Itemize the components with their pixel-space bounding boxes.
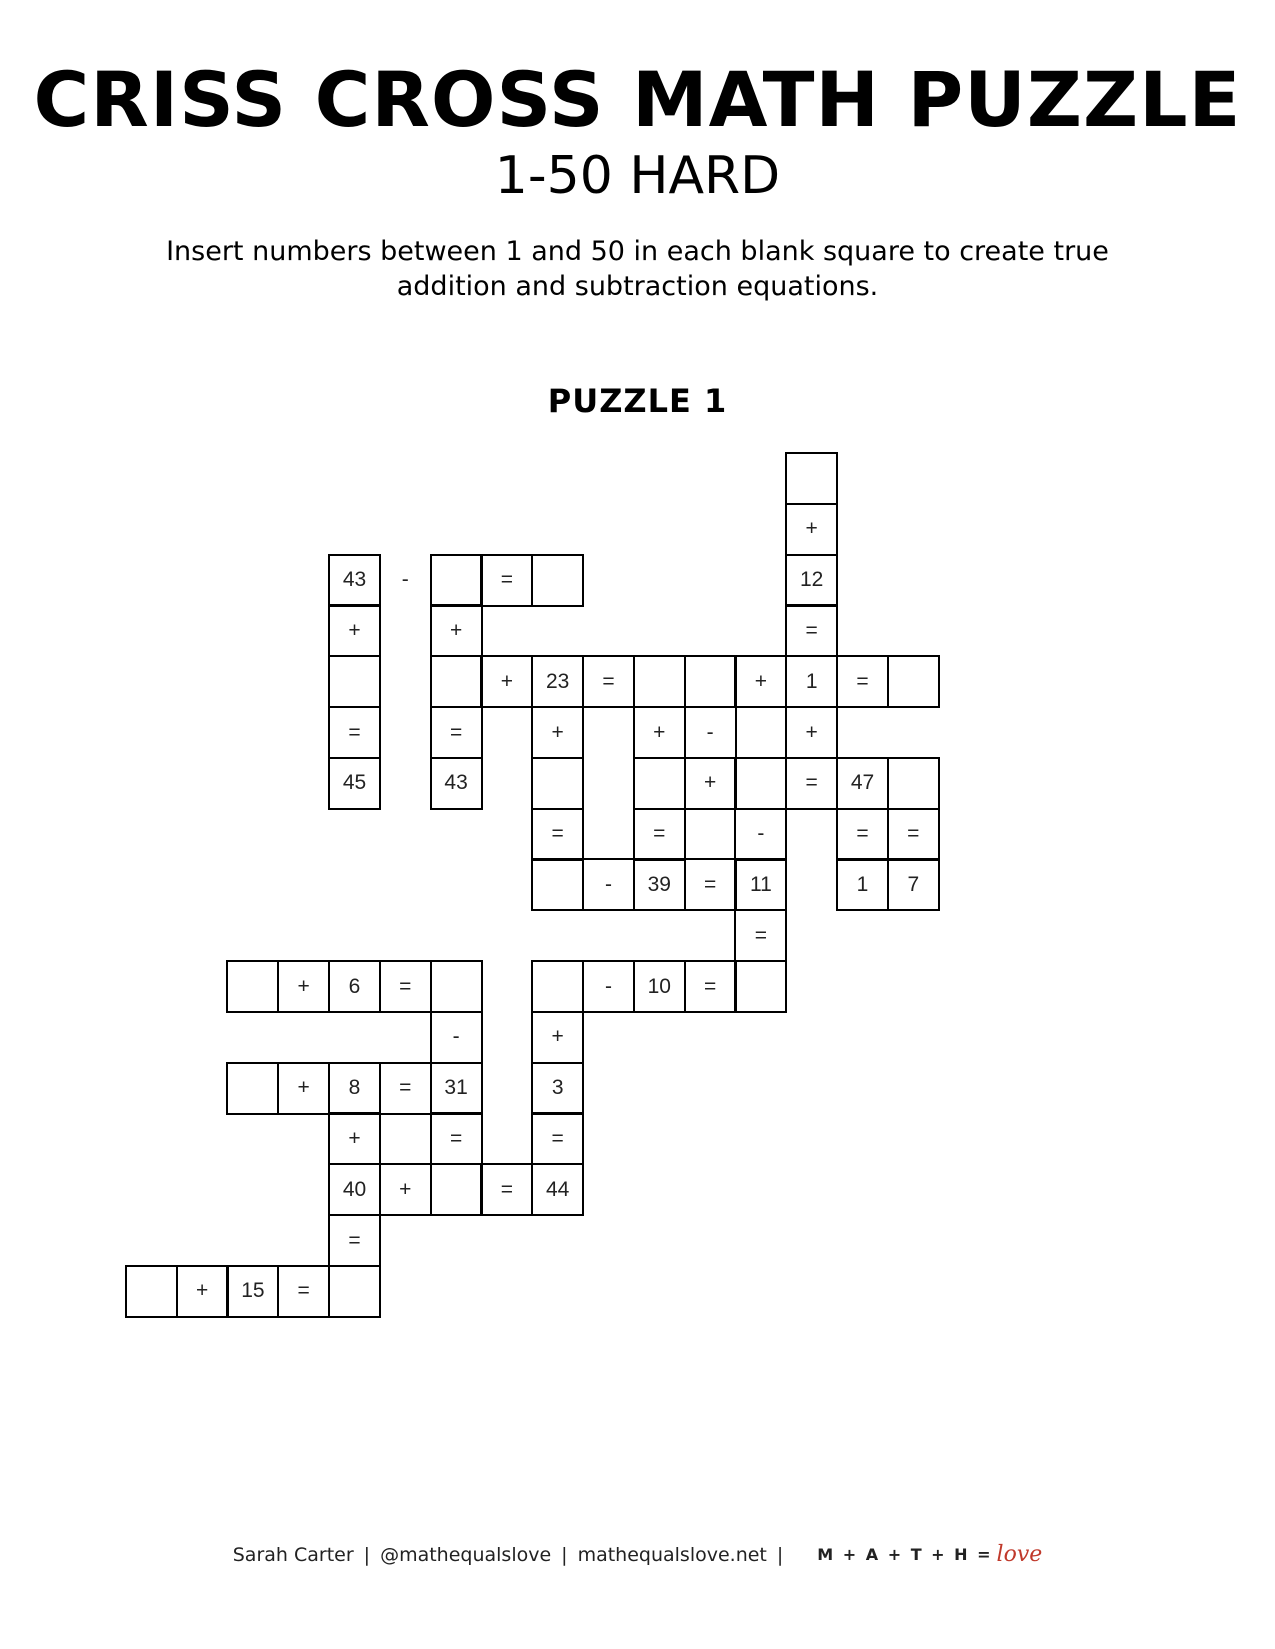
operator-cell: = [379, 1062, 432, 1115]
operator-cell: + [531, 1011, 584, 1064]
operator-cell: - [582, 858, 635, 911]
operator-cell: = [684, 858, 737, 911]
instructions: Insert numbers between 1 and 50 in each blank square to create true addition and subtraction equations. [166, 236, 1109, 302]
page-subtitle: 1-50 HARD [494, 146, 781, 206]
operator-cell: + [430, 604, 483, 657]
number-cell: 8 [328, 1062, 381, 1115]
operator-cell: + [785, 503, 838, 556]
operator-cell: + [328, 604, 381, 657]
operator-cell: = [531, 808, 584, 861]
operator-cell: + [277, 960, 330, 1013]
operator-cell: - [582, 960, 635, 1013]
logo-love: love [996, 1542, 1043, 1567]
blank-cell[interactable] [328, 655, 381, 708]
blank-cell[interactable] [684, 655, 737, 708]
blank-cell[interactable] [734, 960, 787, 1013]
blank-cell[interactable] [430, 1163, 483, 1216]
footer-handle: @mathequalslove [380, 1543, 552, 1566]
operator-cell: + [531, 706, 584, 759]
operator-cell: - [430, 1011, 483, 1064]
operator-cell: = [430, 706, 483, 759]
operator-cell: - [401, 568, 409, 592]
operator-cell: = [836, 808, 889, 861]
number-cell: 45 [328, 757, 381, 810]
blank-cell[interactable] [734, 757, 787, 810]
number-cell: 12 [785, 554, 838, 607]
operator-cell: + [734, 655, 787, 708]
number-cell: 44 [531, 1163, 584, 1216]
number-cell: 43 [328, 554, 381, 607]
operator-cell: = [887, 808, 940, 861]
operator-cell: = [734, 909, 787, 962]
blank-cell[interactable] [328, 1265, 381, 1318]
operator-cell: = [785, 604, 838, 657]
footer-author: Sarah Carter [232, 1543, 354, 1566]
blank-cell[interactable] [887, 655, 940, 708]
number-cell: 23 [531, 655, 584, 708]
footer-site: mathequalslove.net [577, 1543, 767, 1566]
number-cell: 15 [226, 1265, 279, 1318]
operator-cell: = [633, 808, 686, 861]
number-cell: 7 [887, 858, 940, 911]
operator-cell: + [176, 1265, 229, 1318]
number-cell: 31 [430, 1062, 483, 1115]
operator-cell: + [379, 1163, 432, 1216]
page-title: CRISS CROSS MATH PUZZLE [33, 55, 1242, 144]
blank-cell[interactable] [531, 960, 584, 1013]
blank-cell[interactable] [430, 655, 483, 708]
number-cell: 40 [328, 1163, 381, 1216]
number-cell: 39 [633, 858, 686, 911]
operator-cell: - [734, 808, 787, 861]
operator-cell: = [531, 1112, 584, 1165]
footer-divider: | [776, 1543, 784, 1566]
number-cell: 43 [430, 757, 483, 810]
blank-cell[interactable] [633, 757, 686, 810]
blank-cell[interactable] [531, 554, 584, 607]
operator-cell: = [480, 554, 533, 607]
puzzle-label: PUZZLE 1 [547, 382, 728, 420]
footer-divider: | [363, 1543, 371, 1566]
number-cell: 3 [531, 1062, 584, 1115]
blank-cell[interactable] [430, 960, 483, 1013]
operator-cell: - [684, 706, 737, 759]
footer [0, 1542, 1275, 1567]
operator-cell: = [836, 655, 889, 708]
blank-cell[interactable] [226, 1062, 279, 1115]
blank-cell[interactable] [226, 960, 279, 1013]
blank-cell[interactable] [531, 858, 584, 911]
number-cell: 11 [734, 858, 787, 911]
operator-cell: + [633, 706, 686, 759]
operator-cell: = [785, 757, 838, 810]
brand-logo [817, 1542, 1042, 1567]
operator-cell: = [379, 960, 432, 1013]
operator-cell: + [328, 1112, 381, 1165]
operator-cell: = [328, 706, 381, 759]
operator-cell: + [277, 1062, 330, 1115]
number-cell: 1 [836, 858, 889, 911]
operator-cell: + [785, 706, 838, 759]
number-cell: 1 [785, 655, 838, 708]
blank-cell[interactable] [785, 452, 838, 505]
operator-cell: + [684, 757, 737, 810]
footer-divider: | [561, 1543, 568, 1566]
operator-cell: = [684, 960, 737, 1013]
blank-cell[interactable] [887, 757, 940, 810]
blank-cell[interactable] [531, 757, 584, 810]
operator-cell: = [480, 1163, 533, 1216]
operator-cell: = [328, 1214, 381, 1267]
blank-cell[interactable] [430, 554, 483, 607]
number-cell: 47 [836, 757, 889, 810]
operator-cell: = [277, 1265, 330, 1318]
operator-cell: = [430, 1112, 483, 1165]
blank-cell[interactable] [633, 655, 686, 708]
number-cell: 10 [633, 960, 686, 1013]
operator-cell: = [582, 655, 635, 708]
number-cell: 6 [328, 960, 381, 1013]
logo-letters: M + A + T + H = [817, 1545, 993, 1564]
blank-cell[interactable] [125, 1265, 178, 1318]
operator-cell: + [480, 655, 533, 708]
